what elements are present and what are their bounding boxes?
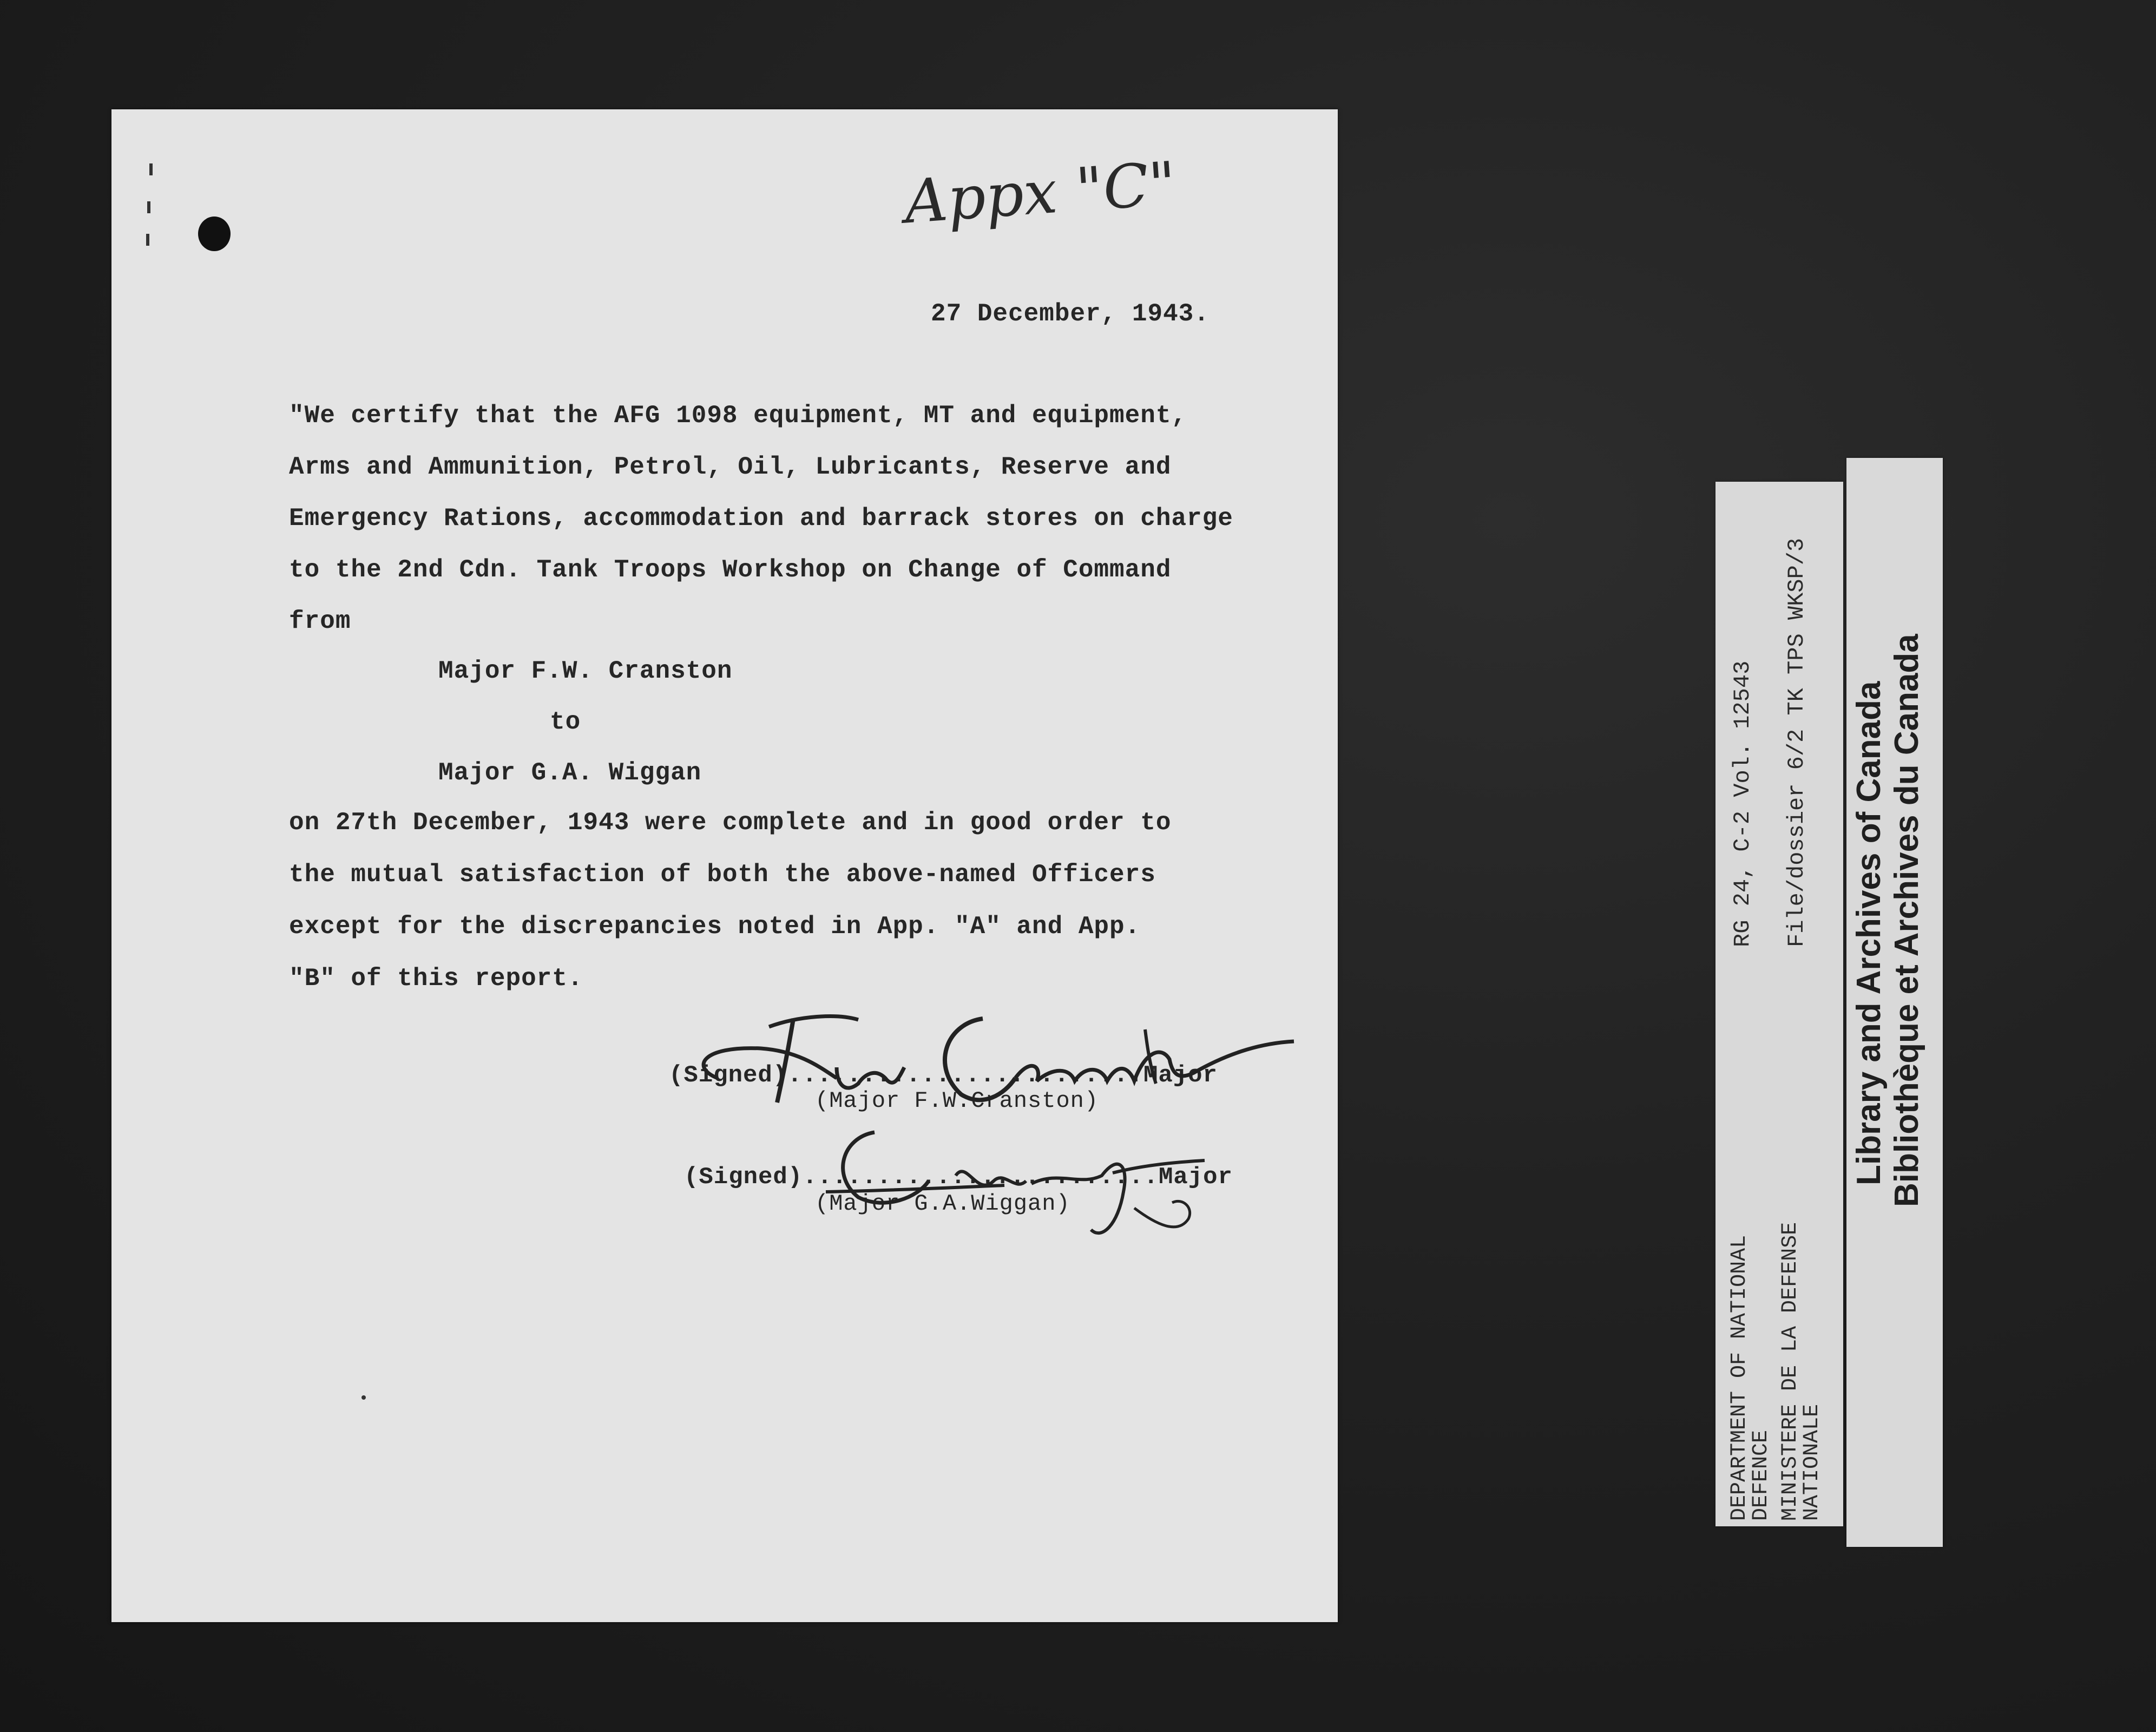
paper-mark <box>146 234 149 246</box>
library-archives-french-text: Bibliothèque et Archives du Canada <box>1888 634 1925 1207</box>
body-line: "We certify that the AFG 1098 equipment, MT and equipment, <box>289 402 1187 430</box>
closing-line: "B" of this report. <box>289 965 583 993</box>
to-officer: Major G.A. Wiggan <box>438 759 702 787</box>
department-english-line1: DEPARTMENT OF NATIONAL <box>1727 1235 1752 1521</box>
closing-line: the mutual satisfaction of both the above-named Officers <box>289 861 1156 889</box>
body-line: Emergency Rations, accommodation and barrack stores on charge <box>289 504 1233 533</box>
signature-line-cranston: (Signed)........................Major <box>669 1062 1218 1089</box>
library-archives-french <box>1888 634 1926 1207</box>
library-archives-english <box>1850 681 1888 1185</box>
signatory-name-cranston: (Major F.W.Cranston) <box>815 1088 1099 1114</box>
body-line: to the 2nd Cdn. Tank Troops Workshop on Change of Command <box>289 556 1172 584</box>
paper-mark <box>147 201 150 213</box>
signatory-name-wiggan: (Major G.A.Wiggan) <box>815 1191 1070 1217</box>
handwritten-signature-cranston <box>658 986 1362 1127</box>
document-page <box>111 109 1338 1622</box>
handwritten-appendix-note: Appx "C" <box>902 148 1179 237</box>
paper-speck <box>361 1395 366 1400</box>
library-archives-english-text: Library and Archives of Canada <box>1850 681 1888 1185</box>
paper-mark <box>149 163 153 175</box>
body-line: Arms and Ammunition, Petrol, Oil, Lubricants, Reserve and <box>289 453 1172 481</box>
archive-reference-line2: File/dossier 6/2 TK TPS WKSP/3 <box>1784 537 1810 947</box>
body-line: from <box>289 607 351 635</box>
to-word: to <box>550 708 581 736</box>
from-officer: Major F.W. Cranston <box>438 657 733 685</box>
punch-hole <box>198 216 231 251</box>
handwritten-signature-wiggan <box>777 1116 1318 1246</box>
department-english-line2: DEFENCE <box>1749 1429 1773 1521</box>
archive-reference-line1: RG 24, C-2 Vol. 12543 <box>1730 660 1756 947</box>
closing-line: on 27th December, 1943 were complete and in good order to <box>289 809 1172 837</box>
department-french-line1: MINISTERE DE LA DEFENSE <box>1778 1222 1803 1521</box>
signature-line-wiggan: (Signed)........................Major <box>684 1164 1233 1191</box>
document-date: 27 December, 1943. <box>931 300 1210 328</box>
department-french-line2: NATIONALE <box>1800 1403 1824 1521</box>
closing-line: except for the discrepancies noted in App. "A" and App. <box>289 913 1141 941</box>
